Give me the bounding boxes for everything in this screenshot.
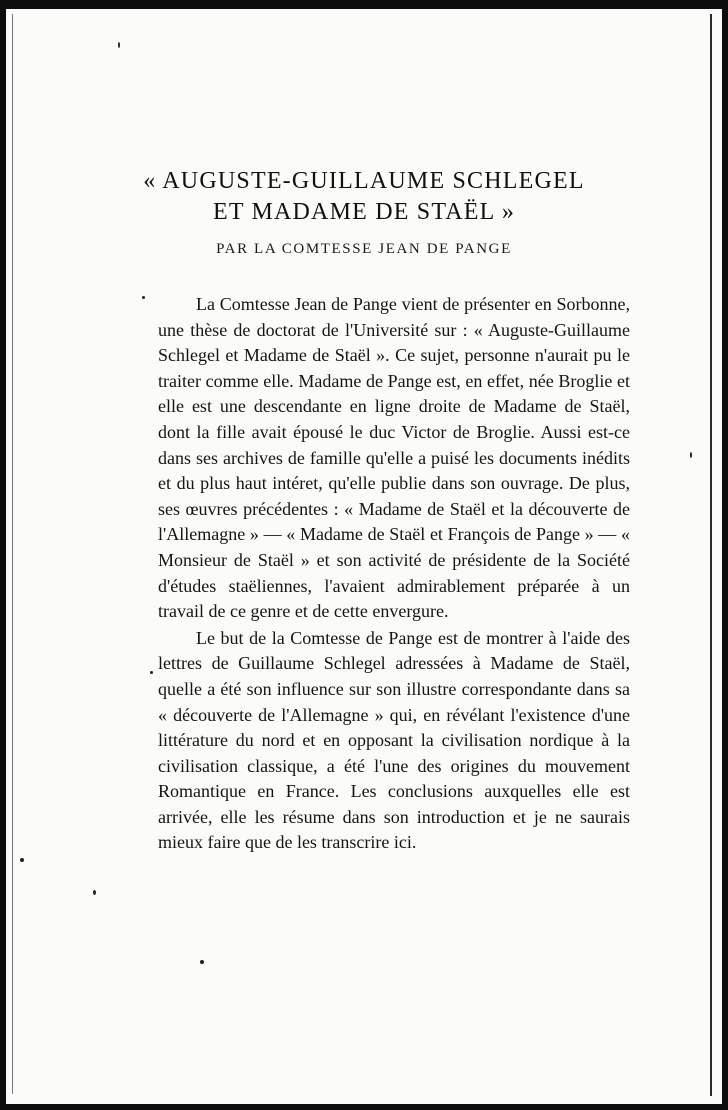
ink-speck	[118, 42, 120, 48]
ink-speck	[93, 890, 96, 895]
scan-border-left	[0, 0, 6, 1110]
ink-speck	[690, 452, 692, 458]
ink-speck	[150, 671, 153, 674]
ink-speck	[20, 858, 24, 862]
scan-border-top	[0, 0, 728, 9]
article-title-line-1: « AUGUSTE-GUILLAUME SCHLEGEL	[143, 168, 585, 194]
article-title-line-2: ET MADAME DE STAËL »	[212, 199, 516, 225]
article-body	[158, 292, 630, 856]
scan-border-right	[722, 0, 728, 1110]
article-byline: PAR LA COMTESSE JEAN DE PANGE	[216, 241, 512, 257]
ink-speck	[142, 296, 145, 299]
scan-border-bottom	[0, 1104, 728, 1110]
paragraph: La Comtesse Jean de Pange vient de présenter en Sorbonne, une thèse de doctorat de l'Université sur : « Auguste-Guillaume Schlegel et Madame de Staël ». Ce sujet, personne n'aurait pu le traiter comme elle. Madame de Pange est, en effet, née Broglie et elle est une descendante en ligne droite de Madame de Staël, dont la fille avait épousé le duc Victor de Broglie. Aussi est-ce dans ses archives de famille qu'elle a puisé les documents inédits et du plus haut intéret, qu'elle publie dans son ouvrage. De plus, ses œuvres précédentes : « Madame de Staël et la découverte de l'Allemagne » — « Madame de Staël et François de Pange » — « Monsieur de Staël » et son activité de présidente de la Société d'études staëliennes, l'avaient admirablement préparée à un travail de ce genre et de cette envergure.	[158, 294, 630, 622]
paragraph: Le but de la Comtesse de Pange est de montrer à l'aide des lettres de Guillaume Schlegel adressées à Madame de Staël, quelle a été son influence sur son illustre correspondante dans sa « découverte de l'Allemagne » qui, en révélant l'existence d'une littérature du nord et en opposant la civilisation nordique à la civilisation classique, a été l'une des origines du mouvement Romantique en France. Les conclusions auxquelles elle est arrivée, elle les résume dans son introduction et je ne saurais mieux faire que de les transcrire ici.	[158, 627, 630, 853]
ink-speck	[200, 960, 204, 964]
